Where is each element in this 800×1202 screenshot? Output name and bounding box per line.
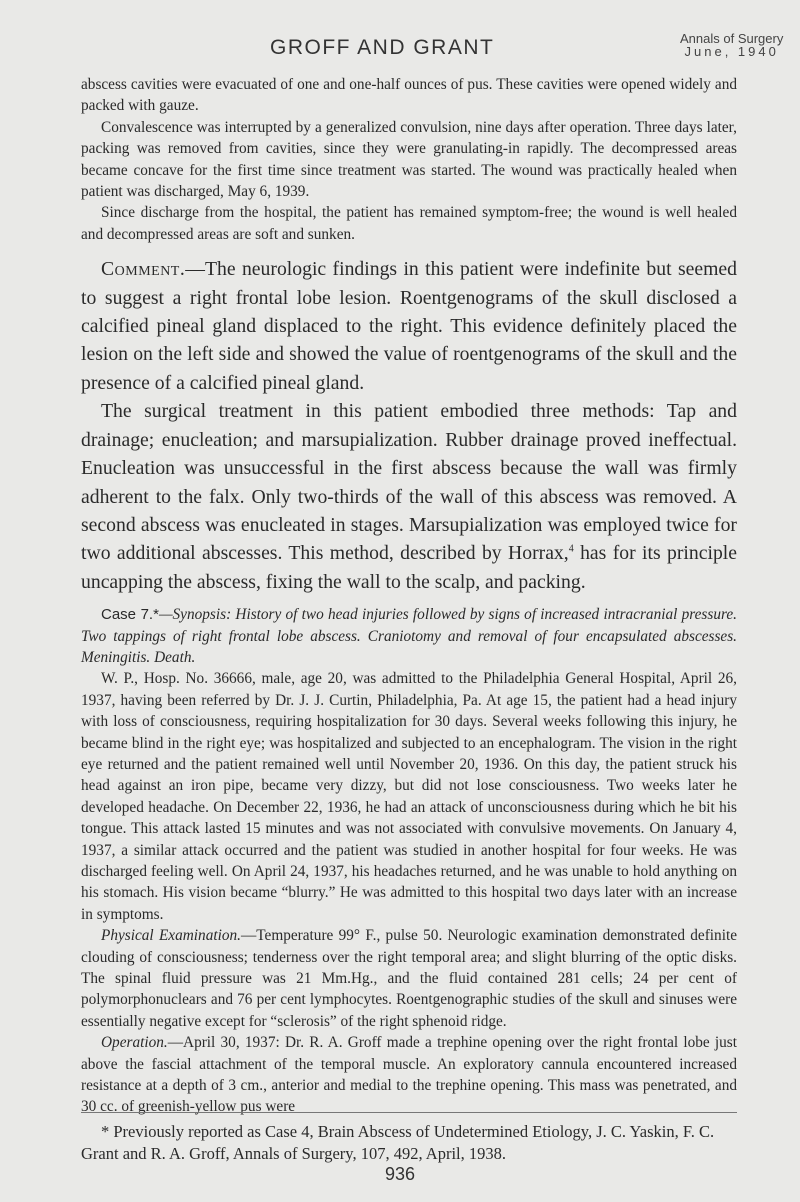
article-body [81,74,737,1118]
exam-label: Physical Examination. [101,927,241,945]
comment-label: Comment. [101,258,186,281]
reference-marker: 4 [568,543,574,555]
running-title: GROFF AND GRANT [270,36,495,59]
paragraph-convalescence: Convalescence was interrupted by a generalized convulsion, nine days after operation. Three days later, packing was removed from cavities, since they were granulating-in rapidly. The decompressed areas became concave for the first time since treatment was started. The wound was practically healed when patient was discharged, May 6, 1939. [81,118,737,201]
comment-text-3: has for its principle uncapping the abscess, fixing the wall to the scalp, and packing. [81,542,737,593]
operation [81,1032,737,1118]
footnote-divider [81,1112,737,1113]
operation-text: —April 30, 1937: Dr. R. A. Groff made a trephine opening over the right frontal lobe just above the fascial attachment of the temporal muscle. An exploratory cannula encountered increased resistance at a depth of 3 cm., anterior and medial to the trephine opening. This mass was penetrated, and 30 cc. of greenish-yellow pus were [81,1034,737,1116]
case-history: W. P., Hosp. No. 36666, male, age 20, was admitted to the Philadelphia General Hospital, April 26, 1937, having been referred by Dr. J. J. Curtin, Philadelphia, Pa. At age 15, the patient had a head injury with loss of consciousness, requiring hospitalization for 30 days. Several weeks following this injury, he became blind in the right eye; was hospitalized and subjected to an encephalogram. The vision in the right eye returned and the patient remained well until November 20, 1936. On this day, the patient struck his head against an iron pipe, became very dizzy, but did not lose consciousness. Two weeks later he developed headache. On December 22, 1936, he had an attack of unconsciousness during which he bit his tongue. This attack lasted 15 minutes and was not associated with convulsive movements. On January 4, 1937, a similar attack occurred and the patient was studied in another hospital for four weeks. He was discharged feeling well. On April 24, 1937, his headaches returned, and he was unable to hold anything on his stomach. His vision became “blurry.” He was admitted to this hospital two days later with an increase in symptoms. [81,670,737,923]
exam-text: —Temperature 99° F., pulse 50. Neurologic examination demonstrated definite clouding of consciousness; tenderness over the right temporal area; and slight blurring of the optic disks. The spinal fluid pressure was 21 Mm.Hg., and the fluid contained 281 cells; 24 per cent of polymorphonuclears and 76 per cent lymphocytes. Roentgenographic studies of the skull and sinuses were essentially negative except for “sclerosis” of the right sphenoid ridge. [81,927,737,1030]
physical-examination [81,925,737,1032]
footnote: * Previously reported as Case 4, Brain Abscess of Undetermined Etiology, J. C. Yaskin, F. C. Grant and R. A. Groff, Annals of Surgery, 107, 492, April, 1938. [81,1122,715,1163]
issue-date: June, 1940 [684,44,779,59]
paragraph-continuation: abscess cavities were evacuated of one and one-half ounces of pus. These cavities were opened widely and packed with gauze. [81,76,737,115]
synopsis-text: —Synopsis: History of two head injuries followed by signs of increased intracranial pressure. Two tappings of right frontal lobe abscess. Craniotomy and removal of four encapsulated abscesses. Meningitis. Death. [81,606,737,666]
paragraph-discharge: Since discharge from the hospital, the patient has remained symptom-free; the wound is well healed and decompressed areas are soft and sunken. [81,204,737,243]
journal-name: Annals of Surgery [680,31,784,46]
comment-paragraph [81,255,737,397]
page-header [0,22,800,70]
operation-label: Operation. [101,1034,168,1052]
case-label: Case 7.* [101,606,159,624]
case-synopsis [81,604,737,668]
comment-text: —The neurologic findings in this patient were indefinite but seemed to suggest a right frontal lobe lesion. Roentgenograms of the skull disclosed a calcified pineal gland displaced to the right. This evidence definitely placed the lesion on the left side and showed the value of roentgenograms of the skull and the presence of a calcified pineal gland. [81,258,737,394]
comment-text-2: The surgical treatment in this patient embodied three methods: Tap and drainage; enucleation; and marsupialization. Rubber drainage proved ineffectual. Enucleation was unsuccessful in the first abscess because the wall was firmly adherent to the falx. Only two-thirds of the wall of this abscess was removed. A second abscess was enucleated in stages. Marsupialization was employed twice for two additional abscesses. This method, described by Horrax, [81,400,737,565]
journal-info [680,32,783,58]
comment-paragraph-2 [81,397,737,596]
page-number: 936 [384,1164,416,1184]
